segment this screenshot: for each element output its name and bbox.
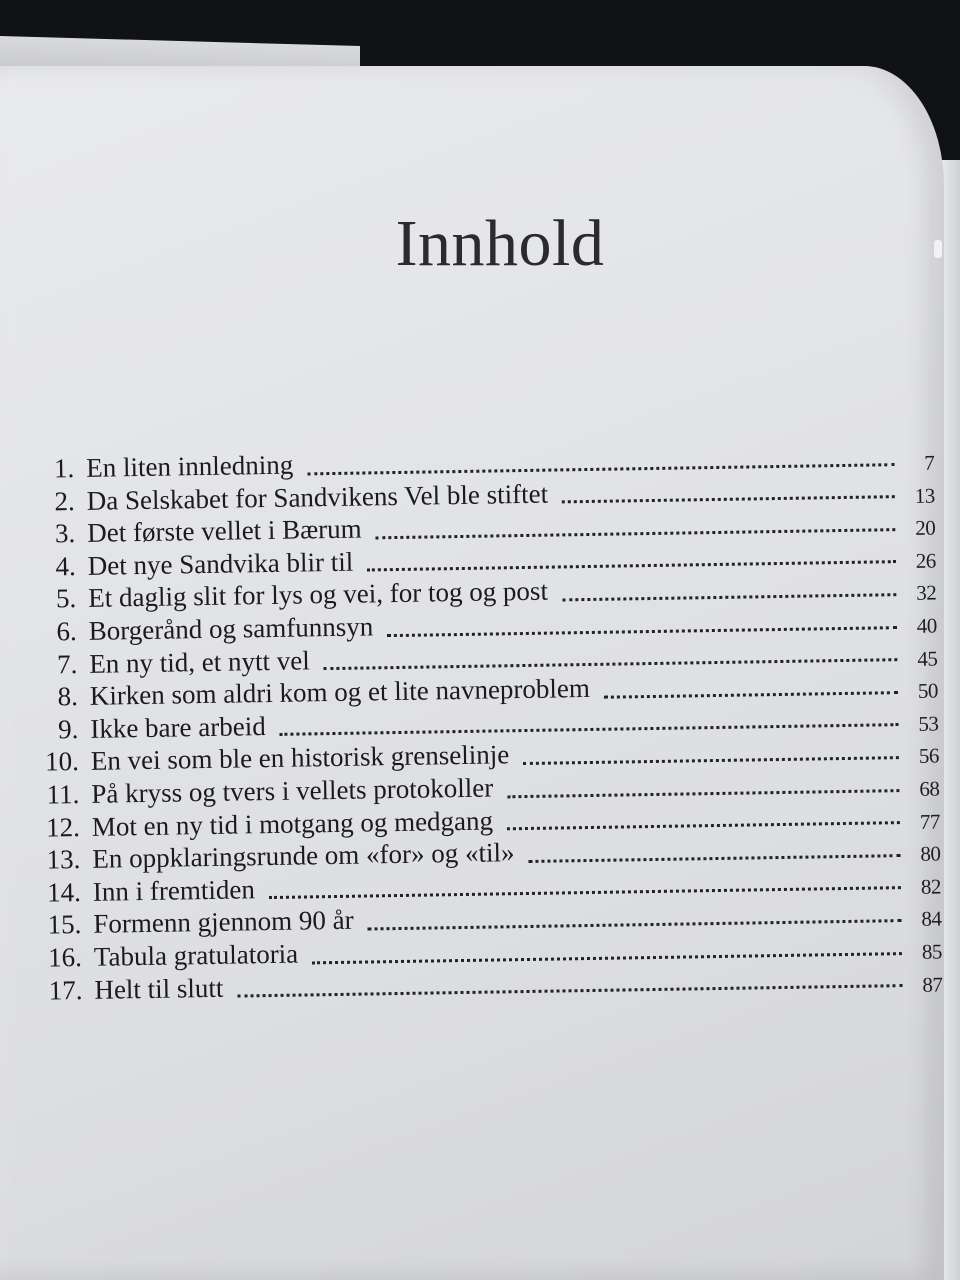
toc-entry-page-number: 56	[918, 743, 940, 769]
toc-entry-page-number: 7	[924, 450, 935, 475]
toc-entry-page-number: 84	[921, 906, 942, 932]
toc-entry-page-number: 13	[914, 483, 935, 508]
toc-entry-title: Kirken som aldri kom og et lite navneproblem	[89, 673, 591, 711]
book-page	[0, 66, 944, 1280]
toc-entry-title: Et daglig slit for lys og vei, for tog og post	[88, 576, 549, 614]
toc-entry-title: Det nye Sandvika blir til	[87, 546, 354, 581]
toc-entry-title: En ny tid, et nytt vel	[89, 644, 310, 679]
toc-dot-leader	[562, 593, 896, 601]
toc-entry-title: En oppklaringsrunde om «for» og «til»	[92, 837, 515, 874]
toc-dot-leader	[324, 658, 897, 670]
toc-entry-number: 1.	[53, 453, 75, 484]
toc-entry-page-number: 53	[918, 711, 939, 736]
toc-entry-number: 15.	[47, 909, 82, 940]
toc-entry-page-number: 80	[920, 841, 941, 866]
toc-dot-leader	[529, 854, 901, 863]
toc-dot-leader	[604, 691, 898, 699]
toc-entry-title: Da Selskabet for Sandvikens Vel ble stiftet	[86, 478, 549, 516]
toc-entry-page-number: 26	[915, 548, 936, 573]
toc-entry-page-number: 40	[916, 613, 937, 638]
toc-dot-leader	[507, 821, 900, 830]
toc-entry-number: 4.	[55, 550, 76, 582]
toc-entry-number: 11.	[46, 778, 80, 810]
toc-entry-page-number: 45	[917, 646, 938, 671]
toc-entry-title: Borgerånd og samfunnsyn	[88, 611, 374, 646]
toc-entry-title: Inn i fremtiden	[92, 873, 256, 907]
toc-entry-title: På kryss og tvers i vellets protokoller	[91, 772, 494, 809]
toc-entry-number: 2.	[54, 485, 75, 516]
toc-entry-page-number: 85	[921, 939, 943, 964]
toc-entry-page-number: 77	[919, 809, 941, 834]
toc-entry-page-number: 68	[919, 776, 940, 801]
toc-entry-number: 7.	[56, 648, 78, 679]
toc-dot-leader	[562, 495, 895, 503]
toc-entry-page-number: 20	[915, 515, 936, 541]
toc-entry-title: Det første vellet i Bærum	[87, 513, 362, 549]
toc-entry-title: Mot en ny tid i motgang og medgang	[91, 805, 494, 842]
page-title: Innhold	[395, 207, 605, 280]
toc-entry-title: En liten innledning	[85, 449, 294, 483]
toc-entry-number: 13.	[46, 844, 81, 875]
toc-entry-number: 3.	[54, 518, 76, 549]
toc-dot-leader	[387, 626, 897, 637]
toc-entry-number: 6.	[56, 616, 78, 647]
toc-entry-page-number: 32	[916, 580, 937, 606]
toc-entry-title: Helt til slutt	[94, 972, 224, 1005]
toc-entry-number: 17.	[48, 974, 83, 1006]
toc-dot-leader	[238, 984, 903, 997]
toc-dot-leader	[368, 919, 902, 930]
toc-dot-leader	[507, 789, 899, 798]
toc-entry-page-number: 82	[920, 874, 942, 899]
toc-entry-number: 12.	[45, 811, 81, 843]
toc-dot-leader	[376, 528, 896, 539]
toc-entry-title: Tabula gratulatoria	[93, 938, 299, 972]
toc-entry-number: 16.	[47, 941, 83, 973]
toc-entry-number: 10.	[44, 746, 80, 777]
table-of-contents	[14, 440, 943, 1008]
toc-entry-page-number: 50	[917, 678, 939, 703]
toc-entry-number: 9.	[57, 713, 79, 745]
toc-entry-number: 14.	[46, 876, 82, 908]
toc-dot-leader	[367, 561, 896, 572]
toc-entry-title: En vei som ble en historisk grenselinje	[90, 739, 510, 777]
toc-dot-leader	[523, 756, 899, 765]
toc-entry-title: Formenn gjennom 90 år	[93, 905, 354, 940]
toc-entry-number: 8.	[57, 681, 79, 712]
toc-entry-number: 5.	[55, 583, 77, 614]
binding-staple	[934, 240, 942, 258]
toc-entry-title: Ikke bare arbeid	[90, 710, 266, 744]
toc-entry-page-number: 87	[922, 971, 943, 997]
